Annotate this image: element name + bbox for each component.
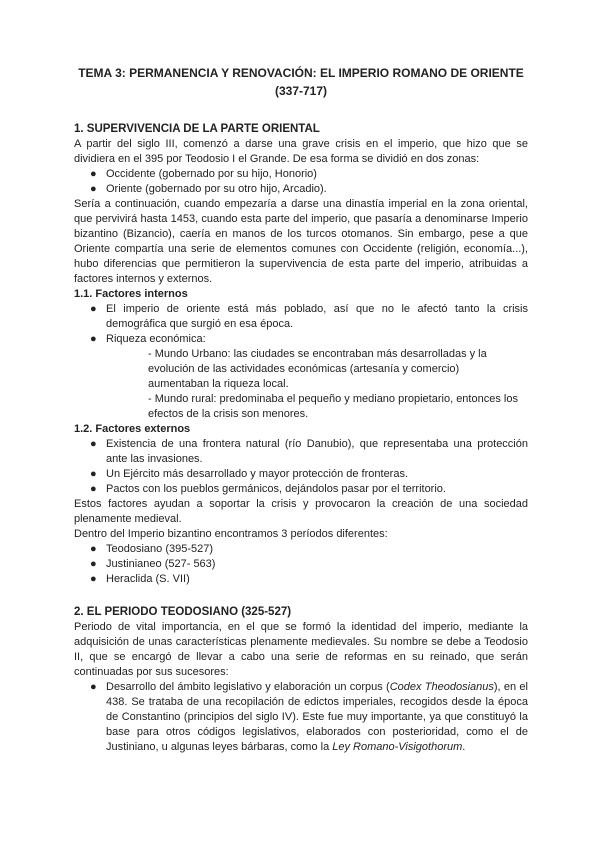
bullet-icon: ● [90, 468, 97, 480]
section-1-paragraph-3: Estos factores ayudan a soportar la crisis y provocaron la creación de una sociedad plenamente medieval. [74, 498, 528, 525]
bullet-icon: ● [90, 438, 97, 450]
list-item: ● Existencia de una frontera natural (río Danubio), que representaba una protección ante las invasiones. [90, 438, 528, 465]
internos-list [74, 302, 528, 347]
section-2-paragraph-1: Periodo de vital importancia, en el que se formó la identidad del imperio, mediante la adquisición de unas características plenamente medievales. Su nombre se debe a Teodosio II, que se encargó de llevar a cabo una serie de reformas en su reinado, que serán continuadas por sus sucesores: [74, 621, 528, 678]
zones-list [74, 167, 528, 197]
list-item: ● Teodosiano (395-527) [90, 543, 214, 555]
ley-title: Ley Romano-Visigothorum [332, 741, 463, 753]
list-item: ● Occidente (gobernado por su hijo, Honorio) [90, 168, 317, 180]
codex-title: Codex Theodosianus [389, 681, 494, 693]
bullet-icon: ● [90, 168, 97, 180]
list-item: ● Desarrollo del ámbito legislativo y elaboración un corpus (Codex Theodosianus), en el 438. Se trataba de una recopilación de edictos imperiales, recogidos desde la época de Constantino (principios del siglo IV). Este fue muy importante, ya que constituyó la base para otros códigos legislativos, elaborados con posterioridad, como el de Justiniano, u algunas leyes bárbaras, como la Ley Romano-Visigothorum. [90, 681, 528, 753]
title-line-1: TEMA 3: PERMANENCIA Y RENOVACIÓN: EL IMPERIO ROMANO DE ORIENTE [78, 66, 524, 80]
bullet-icon: ● [90, 543, 97, 555]
bullet-icon: ● [90, 183, 97, 195]
list-item: ● Heraclida (S. VII) [90, 573, 190, 585]
reformas-list [74, 680, 528, 755]
bullet-icon: ● [90, 333, 97, 345]
title-line-2: (337-717) [274, 84, 328, 98]
factores-internos-heading: 1.1. Factores internos [74, 288, 188, 300]
bullet-icon: ● [90, 483, 97, 495]
bullet-icon: ● [90, 681, 97, 693]
list-item: ● Oriente (gobernado por su otro hijo, Arcadio). [90, 183, 327, 195]
section-1-paragraph-1: A partir del siglo III, comenzó a darse una grave crisis en el imperio, que hizo que se dividiera en el 395 por Teodosio I el Grande. De esa forma se dividió en dos zonas: [74, 138, 528, 165]
list-item: ● Pactos con los pueblos germánicos, dejándolos pasar por el territorio. [90, 483, 446, 495]
bullet-icon: ● [90, 558, 97, 570]
list-item: ● Justinianeo (527- 563) [90, 558, 216, 570]
document-page [74, 64, 528, 755]
mundo-rural-text: - Mundo rural: predominaba el pequeño y mediano propietario, entonces los efectos de la crisis son menores. [148, 393, 518, 420]
list-item: ● Un Ejército más desarrollado y mayor protección de fronteras. [90, 468, 409, 480]
section-1-heading: 1. SUPERVIVENCIA DE LA PARTE ORIENTAL [74, 123, 320, 135]
externos-list [74, 437, 528, 497]
document-title [74, 64, 528, 100]
list-item: ● Riqueza económica: [90, 333, 206, 345]
section-1-paragraph-4: Dentro del Imperio bizantino encontramos 3 períodos diferentes: [74, 528, 388, 540]
section-1-paragraph-2: Sería a continuación, cuando empezaría a darse una dinastía imperial en la zona oriental, que pervivirá hasta 1453, cuando esta parte del imperio, que pasaría a denominarse Imperio bizantino (Bizancio), caería en manos de los turcos otomanos. Sin embargo, pese a que Oriente compartía una serie de elementos comunes con Occidente (religión, economía...), hubo diferencias que permitieron la supervivencia de esta parte del imperio, atribuidas a factores internos y externos. [74, 198, 528, 285]
factores-externos-heading: 1.2. Factores externos [74, 423, 191, 435]
periodos-list [74, 542, 528, 587]
bullet-icon: ● [90, 303, 97, 315]
list-item: ● El imperio de oriente está más poblado, así que no le afectó tanto la crisis demográfica que surgió en esa época. [90, 303, 528, 330]
bullet-icon: ● [90, 573, 97, 585]
mundo-urbano-text: - Mundo Urbano: las ciudades se encontraban más desarrolladas y la evolución de las actividades económicas (artesanía y comercio) aumentaban la riqueza local. [148, 348, 487, 390]
section-2-heading: 2. EL PERIODO TEODOSIANO (325-527) [74, 606, 292, 618]
